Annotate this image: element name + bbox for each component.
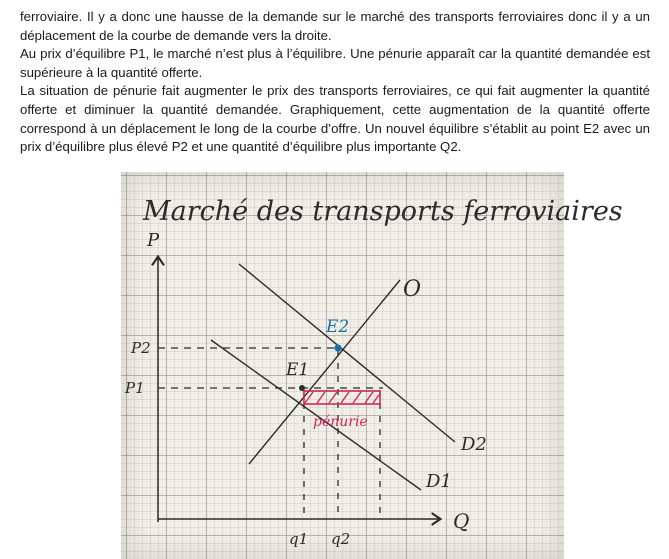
market-graph — [121, 172, 623, 559]
point-e1 — [299, 385, 305, 391]
y-axis-label: P — [147, 230, 160, 251]
paragraph-2: Au prix d’équilibre P1, le marché n’est plus à l’équilibre. Une pénurie apparaît car la quantité demandée est supérieure à la quantité offerte. — [20, 46, 650, 80]
paragraph-3: La situation de pénurie fait augmenter le prix des transports ferroviaires, ce qui fait augmenter la quantité offerte et diminuer la quantité demandée. Graphiquement, cette augmentation de la quantité offerte correspond à un déplacement le long de la courbe d’offre. Un nouvel équilibre s’établit au point E2 avec un prix d’équilibre plus élevé P2 et une quantité d’équilibre plus importante Q2. — [20, 83, 650, 155]
graph-title: Marché des transports ferroviaires — [143, 196, 623, 227]
document-text — [20, 8, 650, 157]
paragraph-1: ferroviaire. Il y a donc une hausse de la demande sur le marché des transports ferroviaires donc il y a un déplacement de la courbe de demande vers la droite. — [20, 9, 650, 43]
supply-label: O — [403, 277, 422, 302]
supply-curve — [249, 280, 400, 464]
shortage-area — [304, 391, 380, 404]
e2-label: E2 — [326, 317, 350, 337]
point-e2 — [334, 344, 341, 351]
q1-label: q1 — [289, 530, 309, 548]
demand-d2-label: D2 — [461, 434, 487, 455]
q2-label: q2 — [331, 530, 351, 548]
e1-label: E1 — [286, 360, 310, 380]
p1-label: P1 — [125, 379, 145, 397]
x-axis-label: Q — [453, 509, 470, 533]
market-graph-photo — [121, 172, 623, 559]
demand-d1-label: D1 — [426, 471, 452, 492]
p2-label: P2 — [131, 339, 151, 357]
shortage-label: pénurie — [313, 414, 368, 430]
